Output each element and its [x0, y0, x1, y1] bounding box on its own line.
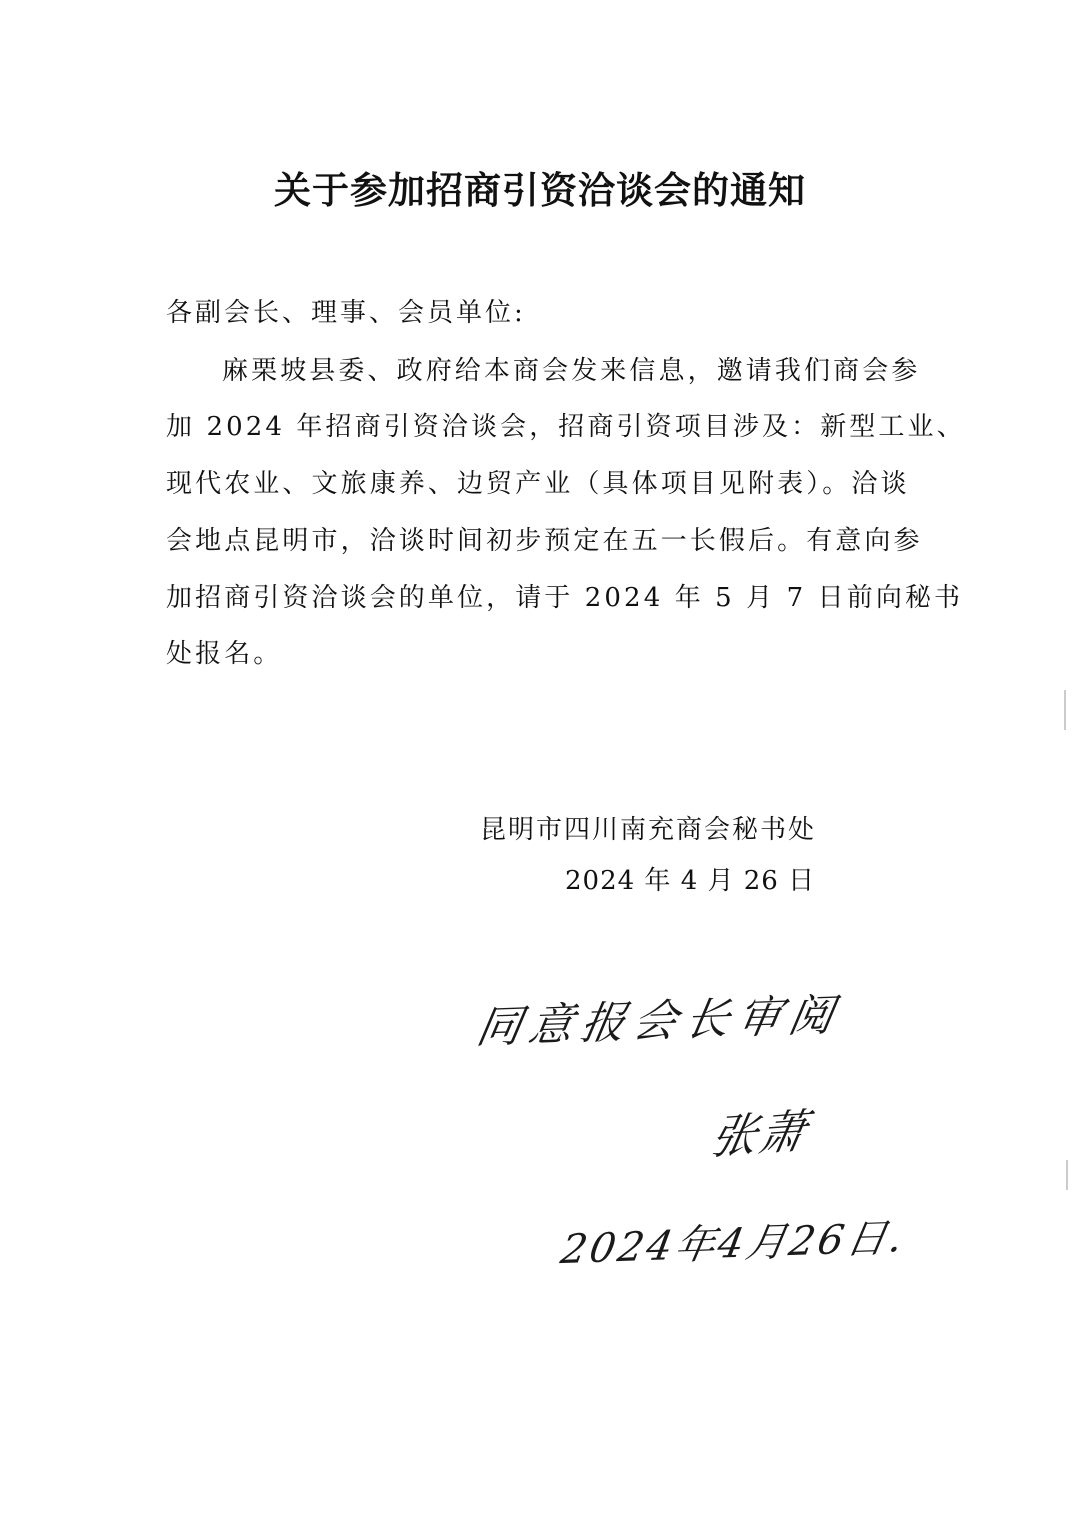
salutation: 各副会长、理事、会员单位:: [166, 298, 526, 328]
body-line: 处报名。: [166, 639, 283, 669]
handwritten-approval-note: 同意报会长审阅: [472, 989, 846, 1054]
handwritten-date: 2024年4月26日.: [557, 1214, 910, 1274]
document-title: 关于参加招商引资洽谈会的通知: [274, 168, 806, 212]
body-line: 麻栗坡县委、政府给本商会发来信息，邀请我们商会参: [222, 356, 921, 386]
body-line: 会地点昆明市，洽谈时间初步预定在五一长假后。有意向参: [166, 526, 923, 556]
handwritten-signature: 张萧: [706, 1103, 813, 1165]
scan-mark: [1066, 1160, 1068, 1190]
scan-mark: [1064, 690, 1066, 730]
body-line: 加 2024 年招商引资洽谈会，招商引资项目涉及：新型工业、: [166, 412, 966, 442]
body-line: 加招商引资洽谈会的单位，请于 2024 年 5 月 7 日前向秘书: [166, 583, 964, 613]
issue-date: 2024 年 4 月 26 日: [565, 866, 816, 896]
issuer-organization: 昆明市四川南充商会秘书处: [480, 815, 817, 845]
body-line: 现代农业、文旅康养、边贸产业（具体项目见附表）。洽谈: [166, 469, 910, 499]
